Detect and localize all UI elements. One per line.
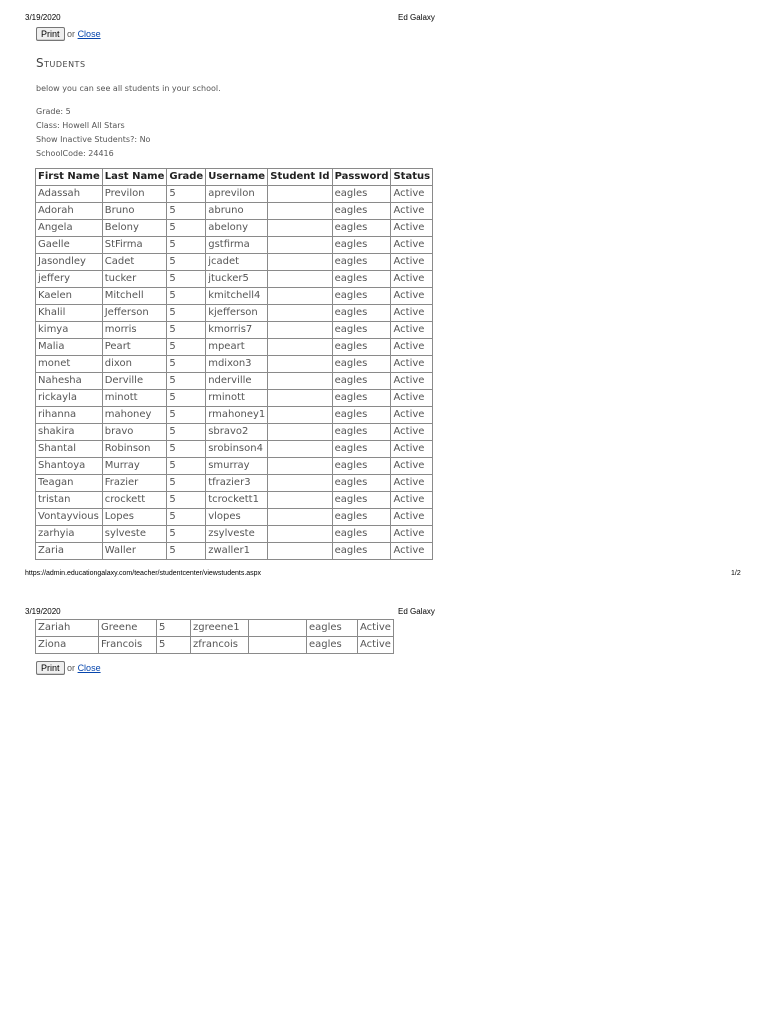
table-cell: eagles xyxy=(332,373,391,390)
table-cell xyxy=(268,390,332,407)
table-cell: eagles xyxy=(332,339,391,356)
table-cell: sylveste xyxy=(102,526,167,543)
table-cell: eagles xyxy=(332,526,391,543)
table-cell: mpeart xyxy=(206,339,268,356)
table-cell xyxy=(268,543,332,560)
table-cell: 5 xyxy=(167,203,206,220)
table-cell: Active xyxy=(358,637,394,654)
table-cell: 5 xyxy=(167,373,206,390)
column-header: Username xyxy=(206,169,268,186)
table-row xyxy=(36,373,433,390)
column-header: Student Id xyxy=(268,169,332,186)
table-cell: Jasondley xyxy=(36,254,103,271)
table-cell: Zariah xyxy=(36,620,99,637)
table-cell xyxy=(268,322,332,339)
table-cell: kimya xyxy=(36,322,103,339)
grade-info: Grade: 5 xyxy=(36,107,71,116)
print-footer-url: https://admin.educationgalaxy.com/teacher/studentcenter/viewstudents.aspx xyxy=(25,570,262,577)
table-cell: 5 xyxy=(167,458,206,475)
table-cell: eagles xyxy=(332,441,391,458)
table-cell: tcrockett1 xyxy=(206,492,268,509)
table-cell: eagles xyxy=(332,237,391,254)
table-cell: eagles xyxy=(332,543,391,560)
table-cell xyxy=(268,203,332,220)
page-title: Students xyxy=(36,56,86,70)
table-cell: dixon xyxy=(102,356,167,373)
table-cell: rmahoney1 xyxy=(206,407,268,424)
print-site-title-page2: Ed Galaxy xyxy=(398,607,435,616)
close-link[interactable]: Close xyxy=(77,29,101,39)
table-cell xyxy=(268,509,332,526)
table-cell: abelony xyxy=(206,220,268,237)
table-cell: tfrazier3 xyxy=(206,475,268,492)
table-cell: 5 xyxy=(167,356,206,373)
table-row xyxy=(36,390,433,407)
table-cell xyxy=(249,637,307,654)
column-header: Status xyxy=(391,169,433,186)
table-cell: eagles xyxy=(332,356,391,373)
close-link-bottom[interactable]: Close xyxy=(77,663,101,673)
table-cell: zwaller1 xyxy=(206,543,268,560)
table-cell: rminott xyxy=(206,390,268,407)
table-row xyxy=(36,637,394,654)
table-row xyxy=(36,407,433,424)
table-cell: nderville xyxy=(206,373,268,390)
table-cell: 5 xyxy=(157,637,191,654)
table-cell xyxy=(268,526,332,543)
table-cell: Active xyxy=(391,373,433,390)
table-cell xyxy=(268,186,332,203)
table-cell: eagles xyxy=(332,220,391,237)
table-cell: 5 xyxy=(167,475,206,492)
table-cell: eagles xyxy=(332,186,391,203)
table-cell: eagles xyxy=(332,254,391,271)
table-cell: 5 xyxy=(167,509,206,526)
table-row xyxy=(36,203,433,220)
table-cell: rihanna xyxy=(36,407,103,424)
table-cell: Active xyxy=(391,254,433,271)
table-cell: Active xyxy=(391,424,433,441)
table-cell: gstfirma xyxy=(206,237,268,254)
table-cell: StFirma xyxy=(102,237,167,254)
table-cell: 5 xyxy=(167,526,206,543)
table-row xyxy=(36,339,433,356)
page-description: below you can see all students in your school. xyxy=(36,84,221,93)
table-cell: Jefferson xyxy=(102,305,167,322)
table-cell: Derville xyxy=(102,373,167,390)
table-cell: Active xyxy=(391,220,433,237)
table-cell: Active xyxy=(391,305,433,322)
inactive-info: Show Inactive Students?: No xyxy=(36,135,151,144)
print-close-row-top xyxy=(36,27,101,41)
table-cell: Active xyxy=(391,356,433,373)
table-cell: eagles xyxy=(332,322,391,339)
print-button[interactable]: Print xyxy=(36,27,65,41)
table-cell xyxy=(268,441,332,458)
table-cell: Gaelle xyxy=(36,237,103,254)
print-close-row-bottom xyxy=(36,661,101,675)
students-table-continued xyxy=(35,619,394,654)
table-row xyxy=(36,441,433,458)
table-row xyxy=(36,424,433,441)
table-cell: Peart xyxy=(102,339,167,356)
table-row xyxy=(36,492,433,509)
table-cell: Khalil xyxy=(36,305,103,322)
table-cell: Lopes xyxy=(102,509,167,526)
table-cell xyxy=(249,620,307,637)
table-cell: Active xyxy=(391,339,433,356)
table-cell: Active xyxy=(391,203,433,220)
table-row xyxy=(36,254,433,271)
table-cell xyxy=(268,288,332,305)
table-cell: 5 xyxy=(167,254,206,271)
table-cell: Teagan xyxy=(36,475,103,492)
table-row xyxy=(36,509,433,526)
table-cell: vlopes xyxy=(206,509,268,526)
table-cell: eagles xyxy=(332,458,391,475)
print-site-title: Ed Galaxy xyxy=(398,13,435,22)
page-number: 1/2 xyxy=(731,570,741,577)
table-cell: Active xyxy=(391,288,433,305)
table-cell: Active xyxy=(391,390,433,407)
table-cell xyxy=(268,424,332,441)
table-row xyxy=(36,458,433,475)
students-table xyxy=(35,168,433,560)
print-button-bottom[interactable]: Print xyxy=(36,661,65,675)
table-cell: 5 xyxy=(167,305,206,322)
table-row xyxy=(36,237,433,254)
column-header: Last Name xyxy=(102,169,167,186)
table-cell: Robinson xyxy=(102,441,167,458)
table-cell: tristan xyxy=(36,492,103,509)
table-cell: Ziona xyxy=(36,637,99,654)
table-cell: Shantoya xyxy=(36,458,103,475)
table-cell: Active xyxy=(358,620,394,637)
table-cell: kjefferson xyxy=(206,305,268,322)
class-info: Class: Howell All Stars xyxy=(36,121,125,130)
table-cell: Adorah xyxy=(36,203,103,220)
table-cell xyxy=(268,458,332,475)
table-cell: 5 xyxy=(167,322,206,339)
table-cell xyxy=(268,305,332,322)
table-row xyxy=(36,271,433,288)
table-cell: eagles xyxy=(332,475,391,492)
table-cell: Kaelen xyxy=(36,288,103,305)
table-cell: 5 xyxy=(167,271,206,288)
table-row xyxy=(36,475,433,492)
table-cell: Murray xyxy=(102,458,167,475)
table-cell: eagles xyxy=(307,637,358,654)
table-row xyxy=(36,543,433,560)
table-cell: Belony xyxy=(102,220,167,237)
table-cell: jtucker5 xyxy=(206,271,268,288)
table-cell: Active xyxy=(391,475,433,492)
table-cell: 5 xyxy=(167,339,206,356)
table-cell: Active xyxy=(391,543,433,560)
table-cell: Bruno xyxy=(102,203,167,220)
table-cell: Vontayvious xyxy=(36,509,103,526)
table-cell: Active xyxy=(391,526,433,543)
school-code-info: SchoolCode: 24416 xyxy=(36,149,114,158)
table-cell xyxy=(268,407,332,424)
table-cell: eagles xyxy=(332,390,391,407)
table-cell: eagles xyxy=(332,509,391,526)
table-cell xyxy=(268,237,332,254)
table-cell: Angela xyxy=(36,220,103,237)
table-cell: monet xyxy=(36,356,103,373)
table-cell: Shantal xyxy=(36,441,103,458)
table-cell: Cadet xyxy=(102,254,167,271)
table-cell xyxy=(268,492,332,509)
table-cell: 5 xyxy=(167,492,206,509)
table-cell: morris xyxy=(102,322,167,339)
table-cell: Active xyxy=(391,237,433,254)
table-cell: 5 xyxy=(167,390,206,407)
table-cell: Active xyxy=(391,186,433,203)
table-cell: 5 xyxy=(167,543,206,560)
table-cell: eagles xyxy=(332,203,391,220)
table-cell: 5 xyxy=(167,407,206,424)
table-row xyxy=(36,186,433,203)
table-cell: eagles xyxy=(332,288,391,305)
table-cell: jcadet xyxy=(206,254,268,271)
table-cell: Nahesha xyxy=(36,373,103,390)
print-date: 3/19/2020 xyxy=(25,13,61,22)
table-cell xyxy=(268,271,332,288)
table-cell: Active xyxy=(391,322,433,339)
table-cell xyxy=(268,220,332,237)
table-row xyxy=(36,620,394,637)
table-cell: aprevilon xyxy=(206,186,268,203)
table-row xyxy=(36,220,433,237)
table-cell: bravo xyxy=(102,424,167,441)
table-cell xyxy=(268,475,332,492)
table-cell: Active xyxy=(391,271,433,288)
column-header: First Name xyxy=(36,169,103,186)
table-cell: eagles xyxy=(332,407,391,424)
table-cell: crockett xyxy=(102,492,167,509)
column-header: Grade xyxy=(167,169,206,186)
table-cell: Francois xyxy=(99,637,157,654)
table-cell: kmitchell4 xyxy=(206,288,268,305)
print-date-page2: 3/19/2020 xyxy=(25,607,61,616)
table-cell: eagles xyxy=(307,620,358,637)
table-cell: rickayla xyxy=(36,390,103,407)
table-cell xyxy=(268,254,332,271)
table-cell: 5 xyxy=(167,237,206,254)
table-cell: Frazier xyxy=(102,475,167,492)
table-cell: Active xyxy=(391,407,433,424)
table-cell: Active xyxy=(391,441,433,458)
table-cell: srobinson4 xyxy=(206,441,268,458)
table-cell: Mitchell xyxy=(102,288,167,305)
table-cell xyxy=(268,373,332,390)
table-header-row xyxy=(36,169,433,186)
table-cell: Active xyxy=(391,492,433,509)
table-cell: minott xyxy=(102,390,167,407)
table-cell: eagles xyxy=(332,424,391,441)
table-row xyxy=(36,322,433,339)
table-cell: 5 xyxy=(167,424,206,441)
table-cell: Malia xyxy=(36,339,103,356)
table-row xyxy=(36,305,433,322)
table-cell: eagles xyxy=(332,305,391,322)
table-cell: zarhyia xyxy=(36,526,103,543)
table-cell: sbravo2 xyxy=(206,424,268,441)
table-cell: mahoney xyxy=(102,407,167,424)
table-cell: Greene xyxy=(99,620,157,637)
table-cell: zgreene1 xyxy=(191,620,249,637)
table-row xyxy=(36,288,433,305)
table-cell: smurray xyxy=(206,458,268,475)
table-cell: Previlon xyxy=(102,186,167,203)
table-cell: Active xyxy=(391,458,433,475)
table-cell: Zaria xyxy=(36,543,103,560)
table-row xyxy=(36,356,433,373)
table-cell: shakira xyxy=(36,424,103,441)
table-cell: zsylveste xyxy=(206,526,268,543)
table-cell xyxy=(268,356,332,373)
table-cell: zfrancois xyxy=(191,637,249,654)
table-cell xyxy=(268,339,332,356)
table-cell: 5 xyxy=(157,620,191,637)
or-text: or xyxy=(67,29,76,39)
table-cell: abruno xyxy=(206,203,268,220)
table-cell: Adassah xyxy=(36,186,103,203)
table-cell: 5 xyxy=(167,220,206,237)
table-cell: eagles xyxy=(332,492,391,509)
table-cell: 5 xyxy=(167,288,206,305)
table-cell: 5 xyxy=(167,186,206,203)
table-cell: 5 xyxy=(167,441,206,458)
column-header: Password xyxy=(332,169,391,186)
table-cell: mdixon3 xyxy=(206,356,268,373)
table-cell: eagles xyxy=(332,271,391,288)
table-cell: kmorris7 xyxy=(206,322,268,339)
table-cell: Waller xyxy=(102,543,167,560)
table-cell: jeffery xyxy=(36,271,103,288)
or-text-bottom: or xyxy=(67,663,76,673)
table-cell: tucker xyxy=(102,271,167,288)
table-cell: Active xyxy=(391,509,433,526)
table-row xyxy=(36,526,433,543)
